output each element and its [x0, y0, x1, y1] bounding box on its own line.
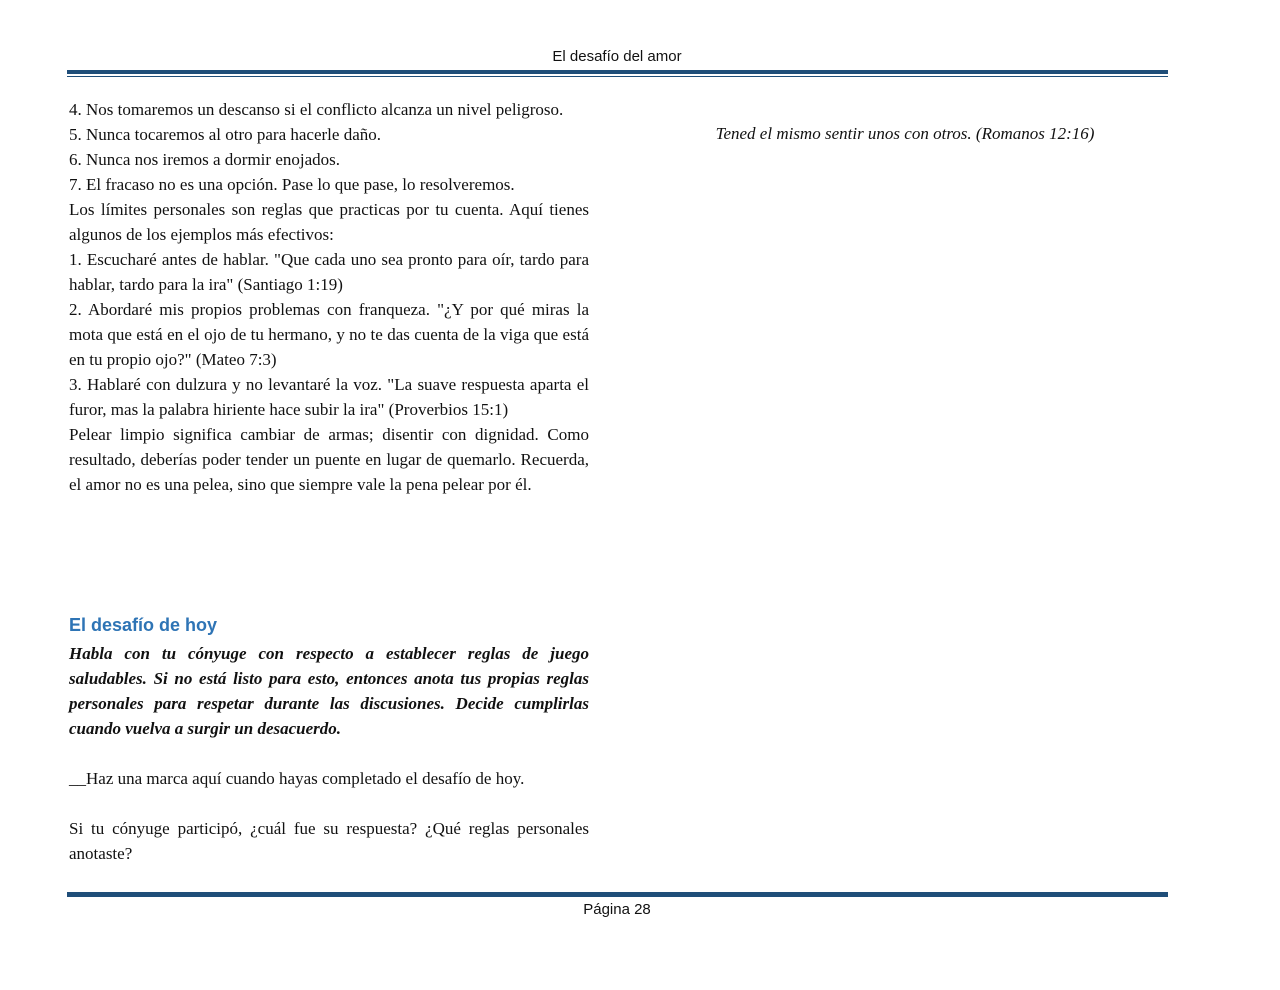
scripture-verse: Tened el mismo sentir unos con otros. (Romanos 12:16)	[715, 124, 1095, 143]
body-paragraph: 4. Nos tomaremos un descanso si el conflicto alcanza un nivel peligroso.	[69, 100, 564, 119]
footer-rule	[67, 892, 1168, 899]
body-paragraph: 5. Nunca tocaremos al otro para hacerle daño.	[69, 125, 381, 144]
body-paragraph: 2. Abordaré mis propios problemas con franqueza. "¿Y por qué miras la mota que está en el ojo de tu hermano, y no te das cuenta de la viga que está en tu propio ojo?" (Mateo 7:3)	[69, 300, 589, 369]
challenge-heading: El desafío de hoy	[69, 615, 218, 635]
body-paragraph: Pelear limpio significa cambiar de armas; disentir con dignidad. Como resultado, deberías poder tender un puente en lugar de quemarlo. Recuerda, el amor no es una pelea, sino que siempre vale la pena pelear por él.	[69, 425, 589, 494]
body-paragraph: 6. Nunca nos iremos a dormir enojados.	[69, 150, 340, 169]
challenge-instruction: Habla con tu cónyuge con respecto a establecer reglas de juego saludables. Si no está listo para esto, entonces anota tus propias reglas personales para respetar durante las discusiones. Decide cumplirlas cuando vuelva a surgir un desacuerdo.	[69, 644, 589, 738]
page-number: Página 28	[583, 901, 651, 918]
page-header-title: El desafío del amor	[552, 48, 682, 65]
challenge-block	[69, 641, 589, 866]
left-column	[69, 97, 589, 497]
body-paragraph: 1. Escucharé antes de hablar. "Que cada uno sea pronto para oír, tardo para hablar, tardo para la ira" (Santiago 1:19)	[69, 250, 589, 294]
body-paragraph: 3. Hablaré con dulzura y no levantaré la voz. "La suave respuesta aparta el furor, mas la palabra hiriente hace subir la ira" (Proverbios 15:1)	[69, 375, 589, 419]
body-paragraph: 7. El fracaso no es una opción. Pase lo que pase, lo resolveremos.	[69, 175, 515, 194]
header-rule	[67, 70, 1168, 77]
challenge-question: Si tu cónyuge participó, ¿cuál fue su respuesta? ¿Qué reglas personales anotaste?	[69, 819, 589, 863]
challenge-checkmark-line: __Haz una marca aquí cuando hayas completado el desafío de hoy.	[69, 769, 525, 788]
body-paragraph: Los límites personales son reglas que practicas por tu cuenta. Aquí tienes algunos de los ejemplos más efectivos:	[69, 200, 589, 244]
